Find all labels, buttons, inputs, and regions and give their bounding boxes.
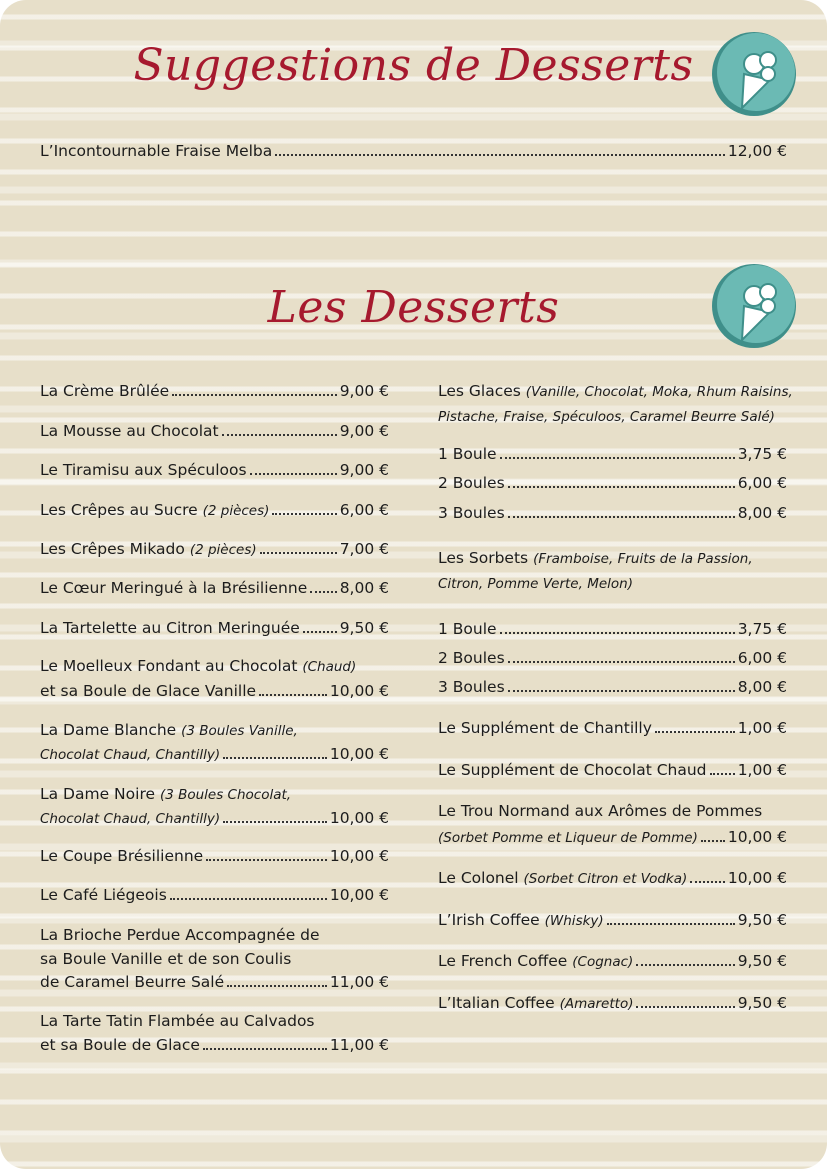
item-label bbox=[438, 994, 633, 1012]
item-note: (Amaretto) bbox=[559, 996, 634, 1012]
item-label bbox=[438, 869, 687, 887]
item-note: (Vanille, Chocolat, Moka, Rhum Raisins, bbox=[525, 384, 793, 400]
glaces-option-2 bbox=[438, 474, 787, 492]
item-price: 9,50 € bbox=[737, 994, 787, 1012]
item-price: 3,75 € bbox=[737, 620, 787, 638]
item-label bbox=[438, 911, 604, 929]
item-price: 1,00 € bbox=[737, 761, 787, 779]
item-price: 9,00 € bbox=[339, 382, 389, 400]
item-note: (3 Boules Chocolat, bbox=[159, 787, 292, 803]
item-name: Les Crêpes au Sucre bbox=[40, 501, 198, 519]
menu-item-dame-blanche bbox=[40, 745, 389, 763]
item-label: et sa Boule de Glace bbox=[40, 1036, 200, 1054]
dot-leader bbox=[303, 631, 337, 633]
dot-leader bbox=[690, 881, 725, 883]
item-label: et sa Boule de Glace Vanille bbox=[40, 682, 257, 700]
menu-item-irish-coffee bbox=[438, 911, 787, 929]
item-price: 3,75 € bbox=[737, 445, 787, 463]
item-label: Le Tiramisu aux Spéculoos bbox=[40, 461, 247, 479]
dot-leader bbox=[172, 394, 336, 396]
sorbets-heading bbox=[438, 549, 787, 567]
dot-leader bbox=[701, 840, 725, 842]
item-price: 6,00 € bbox=[737, 474, 787, 492]
item-label: 2 Boules bbox=[438, 649, 505, 667]
menu-item-coupe-bresilienne bbox=[40, 847, 389, 865]
dot-leader bbox=[222, 434, 337, 436]
dot-leader bbox=[508, 661, 735, 663]
dot-leader bbox=[607, 923, 735, 925]
menu-item-french-coffee bbox=[438, 952, 787, 970]
item-label bbox=[40, 501, 269, 519]
item-label: 3 Boules bbox=[438, 504, 505, 522]
item-price: 10,00 € bbox=[727, 869, 787, 887]
item-name: Les Glaces bbox=[438, 382, 521, 400]
item-label: Le Coupe Brésilienne bbox=[40, 847, 204, 865]
item-price: 8,00 € bbox=[737, 678, 787, 696]
menu-item-fraise-melba bbox=[40, 142, 787, 160]
item-label: Le Supplément de Chocolat Chaud bbox=[438, 761, 707, 779]
dot-leader bbox=[500, 632, 735, 634]
item-label: 1 Boule bbox=[438, 445, 497, 463]
item-price: 7,00 € bbox=[339, 540, 389, 558]
sorbets-flavors: Citron, Pomme Verte, Melon) bbox=[438, 576, 633, 592]
menu-item-tartelette bbox=[40, 619, 389, 637]
menu-item-dame-blanche-line1 bbox=[40, 721, 389, 739]
dot-leader bbox=[223, 757, 327, 759]
dot-leader bbox=[170, 898, 327, 900]
item-note: (Cognac) bbox=[572, 954, 634, 970]
item-note: (Sorbet Citron et Vodka) bbox=[523, 871, 688, 887]
item-label: La Tartelette au Citron Meringuée bbox=[40, 619, 300, 637]
menu-item-crepes-sucre bbox=[40, 501, 389, 519]
item-note: (Chaud) bbox=[302, 659, 357, 675]
item-price: 12,00 € bbox=[727, 142, 787, 160]
suggestions-title: Suggestions de Desserts bbox=[133, 40, 694, 91]
item-price: 10,00 € bbox=[727, 828, 787, 846]
menu-item-supp-chocolat bbox=[438, 761, 787, 779]
menu-item-dame-noire-line1 bbox=[40, 785, 389, 803]
menu-item-moelleux bbox=[40, 682, 389, 700]
sorbets-option-1 bbox=[438, 620, 787, 638]
dot-leader bbox=[710, 773, 735, 775]
item-name: Le Moelleux Fondant au Chocolat bbox=[40, 657, 298, 675]
item-price: 10,00 € bbox=[329, 886, 389, 904]
desserts-title: Les Desserts bbox=[267, 282, 560, 333]
item-label: La Crème Brûlée bbox=[40, 382, 170, 400]
dot-leader bbox=[227, 985, 327, 987]
ice-cream-cone-icon bbox=[710, 262, 798, 350]
item-note: (2 pièces) bbox=[189, 542, 257, 558]
item-price: 9,00 € bbox=[339, 461, 389, 479]
menu-item-mousse bbox=[40, 422, 389, 440]
dot-leader bbox=[508, 690, 735, 692]
dot-leader bbox=[500, 457, 735, 459]
item-note: Chocolat Chaud, Chantilly) bbox=[40, 747, 221, 763]
dot-leader bbox=[250, 473, 337, 475]
menu-item-italian-coffee bbox=[438, 994, 787, 1012]
item-price: 9,50 € bbox=[339, 619, 389, 637]
item-name: La Dame Noire bbox=[40, 785, 156, 803]
item-name: Les Sorbets bbox=[438, 549, 529, 567]
menu-item-brioche bbox=[40, 973, 389, 991]
dot-leader bbox=[272, 513, 336, 515]
item-price: 8,00 € bbox=[737, 504, 787, 522]
item-label bbox=[438, 952, 633, 970]
item-label: 1 Boule bbox=[438, 620, 497, 638]
dot-leader bbox=[206, 859, 327, 861]
item-note: (Whisky) bbox=[544, 913, 604, 929]
menu-item-trou-normand bbox=[438, 828, 787, 846]
item-price: 11,00 € bbox=[329, 1036, 389, 1054]
item-label bbox=[40, 540, 257, 558]
menu-item-coeur-meringue bbox=[40, 579, 389, 597]
menu-item-crepes-mikado bbox=[40, 540, 389, 558]
item-note: (Sorbet Pomme et Liqueur de Pomme) bbox=[438, 830, 698, 846]
item-name: Le Colonel bbox=[438, 869, 519, 887]
menu-item-supp-chantilly bbox=[438, 719, 787, 737]
item-name: La Dame Blanche bbox=[40, 721, 177, 739]
menu-item-tarte-tatin-line1: La Tarte Tatin Flambée au Calvados bbox=[40, 1012, 315, 1030]
item-name: L’Irish Coffee bbox=[438, 911, 540, 929]
dot-leader bbox=[223, 821, 327, 823]
item-label: 2 Boules bbox=[438, 474, 505, 492]
item-price: 9,50 € bbox=[737, 911, 787, 929]
glaces-option-1 bbox=[438, 445, 787, 463]
sorbets-option-2 bbox=[438, 649, 787, 667]
dot-leader bbox=[310, 591, 336, 593]
menu-item-moelleux-line1 bbox=[40, 657, 389, 675]
dot-leader bbox=[275, 154, 725, 156]
item-price: 11,00 € bbox=[329, 973, 389, 991]
dot-leader bbox=[655, 731, 735, 733]
ice-cream-cone-icon bbox=[710, 30, 798, 118]
item-price: 6,00 € bbox=[339, 501, 389, 519]
item-note: Chocolat Chaud, Chantilly) bbox=[40, 811, 221, 827]
item-price: 9,00 € bbox=[339, 422, 389, 440]
item-label: Le Café Liégeois bbox=[40, 886, 167, 904]
item-price: 1,00 € bbox=[737, 719, 787, 737]
item-label: de Caramel Beurre Salé bbox=[40, 973, 225, 991]
item-label: L’Incontournable Fraise Melba bbox=[40, 142, 273, 160]
item-price: 10,00 € bbox=[329, 745, 389, 763]
menu-item-colonel bbox=[438, 869, 787, 887]
menu-item-dame-noire bbox=[40, 809, 389, 827]
dot-leader bbox=[508, 516, 735, 518]
item-label: 3 Boules bbox=[438, 678, 505, 696]
item-label: La Mousse au Chocolat bbox=[40, 422, 219, 440]
item-price: 10,00 € bbox=[329, 847, 389, 865]
item-name: L’Italian Coffee bbox=[438, 994, 555, 1012]
glaces-option-3 bbox=[438, 504, 787, 522]
item-note: (2 pièces) bbox=[202, 503, 270, 519]
item-price: 8,00 € bbox=[339, 579, 389, 597]
item-note: (3 Boules Vanille, bbox=[181, 723, 298, 739]
sorbets-option-3 bbox=[438, 678, 787, 696]
glaces-heading bbox=[438, 382, 793, 400]
item-name: Les Crêpes Mikado bbox=[40, 540, 185, 558]
item-price: 6,00 € bbox=[737, 649, 787, 667]
dot-leader bbox=[260, 552, 337, 554]
glaces-flavors: Pistache, Fraise, Spéculoos, Caramel Beurre Salé) bbox=[438, 409, 775, 425]
item-label: Le Supplément de Chantilly bbox=[438, 719, 652, 737]
menu-item-trou-normand-line1: Le Trou Normand aux Arômes de Pommes bbox=[438, 802, 763, 820]
menu-item-cafe-liegeois bbox=[40, 886, 389, 904]
item-label: Le Cœur Meringué à la Brésilienne bbox=[40, 579, 308, 597]
dot-leader bbox=[636, 964, 734, 966]
dot-leader bbox=[636, 1006, 734, 1008]
item-price: 10,00 € bbox=[329, 809, 389, 827]
item-note: (Framboise, Fruits de la Passion, bbox=[533, 551, 753, 567]
menu-item-tarte-tatin bbox=[40, 1036, 389, 1054]
item-name: Le French Coffee bbox=[438, 952, 568, 970]
item-price: 9,50 € bbox=[737, 952, 787, 970]
dot-leader bbox=[203, 1048, 327, 1050]
menu-item-brioche-line2: sa Boule Vanille et de son Coulis bbox=[40, 950, 292, 968]
dot-leader bbox=[508, 486, 735, 488]
menu-item-tiramisu bbox=[40, 461, 389, 479]
menu-item-creme-brulee bbox=[40, 382, 389, 400]
item-price: 10,00 € bbox=[329, 682, 389, 700]
dot-leader bbox=[259, 694, 327, 696]
menu-item-brioche-line1: La Brioche Perdue Accompagnée de bbox=[40, 926, 320, 944]
